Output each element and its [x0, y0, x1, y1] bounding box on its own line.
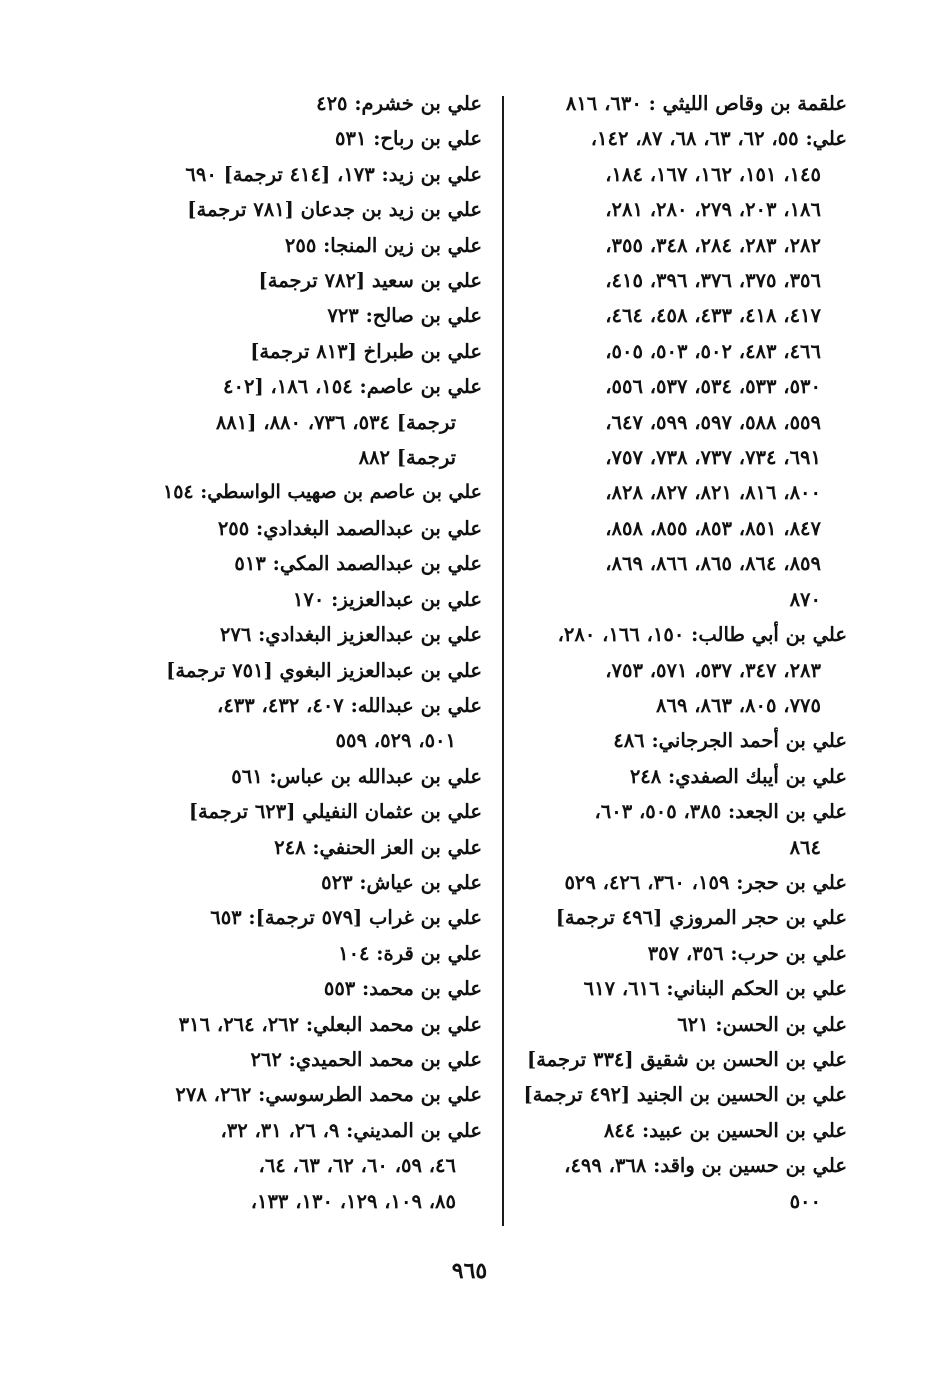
index-line: ٢٨٢، ٢٨٣، ٢٨٤، ٣٤٨، ٣٥٥، [605, 233, 821, 257]
index-line: ٨٥، ١٠٩، ١٢٩، ١٣٠، ١٣٣، [250, 1189, 456, 1213]
column-divider [502, 96, 504, 1226]
index-line: علي بن قرة: ١٠٤ [338, 941, 482, 965]
index-line: علي بن عبدالعزيز البغدادي: ٢٧٦ [219, 623, 482, 647]
index-line: علي بن عبدالله: ٤٠٧، ٤٣٢، ٤٣٣، [217, 693, 482, 717]
index-line: علي بن رباح: ٥٣١ [335, 127, 482, 151]
index-line: علي بن عبدالله بن عباس: ٥٦١ [231, 764, 482, 788]
index-line: علي بن زين المنجا: ٢٥٥ [284, 233, 482, 257]
index-line: علي بن عبدالعزيز البغوي [٧٥١ ترجمة] [166, 658, 482, 682]
index-line: علي بن أبي طالب: ١٥٠، ١٦٦، ٢٨٠، [557, 623, 847, 647]
index-line: ١٤٥، ١٥١، ١٦٢، ١٦٧، ١٨٤، [605, 162, 821, 186]
index-line: ٢٨٣، ٣٤٧، ٥٣٧، ٥٧١، ٧٥٣، [605, 658, 821, 682]
index-line: علي بن عياش: ٥٢٣ [321, 870, 482, 894]
index-line: علي بن محمد الطرسوسي: ٢٦٢، ٢٧٨ [175, 1083, 482, 1107]
index-line: علي بن سعيد [٧٨٢ ترجمة] [258, 269, 482, 293]
index-line: علي بن حسين بن واقد: ٣٦٨، ٤٩٩، [564, 1154, 847, 1178]
index-line: علي بن الجعد: ٣٨٥، ٥٠٥، ٦٠٣، [594, 800, 847, 824]
page-number: ٩٦٥ [451, 1258, 488, 1284]
index-line: علي بن الحسن بن شقيق [٣٣٤ ترجمة] [527, 1047, 847, 1071]
index-line: ٤١٧، ٤١٨، ٤٣٣، ٤٥٨، ٤٦٤، [605, 304, 821, 328]
index-line: علي بن الحسين بن عبيد: ٨٤٤ [603, 1118, 847, 1142]
index-line: ٥٠١، ٥٢٩، ٥٥٩ [335, 729, 456, 753]
index-line: ٤٦٦، ٤٨٣، ٥٠٢، ٥٠٣، ٥٠٥، [605, 339, 821, 363]
index-line: ترجمة] ٨٨٢ [358, 446, 456, 470]
index-line: علي بن زيد بن جدعان [٧٨١ ترجمة] [187, 198, 482, 222]
index-column-left [157, 86, 482, 1219]
index-line: علي بن حجر: ١٥٩، ٣٦٠، ٤٢٦، ٥٢٩ [564, 870, 847, 894]
index-line: علي بن عبدالعزيز: ١٧٠ [292, 587, 482, 611]
index-line: علي بن صالح: ٧٢٣ [327, 304, 482, 328]
index-line: ٤٦، ٥٩، ٦٠، ٦٢، ٦٣، ٦٤، [258, 1154, 456, 1178]
index-line: ٦٩١، ٧٣٤، ٧٣٧، ٧٣٨، ٧٥٧، [605, 446, 821, 470]
index-line: ٨٦٤ [789, 835, 821, 859]
index-line: علي بن حجر المروزي [٤٩٦ ترجمة] [555, 906, 847, 930]
index-line: ٣٥٦، ٣٧٥، ٣٧٦، ٣٩٦، ٤١٥، [605, 269, 821, 293]
index-line: ٨٧٠ [789, 587, 821, 611]
index-line: علي بن عاصم بن صهيب الواسطي: ١٥٤ [163, 481, 482, 504]
index-line: علي بن عبدالصمد البغدادي: ٢٥٥ [217, 516, 482, 540]
index-line: ٥٣٠، ٥٣٣، ٥٣٤، ٥٣٧، ٥٥٦، [605, 375, 821, 399]
index-line: علي بن خشرم: ٤٢٥ [316, 92, 482, 115]
index-line: علقمة بن وقاص الليثي : ٦٣٠، ٨١٦ [565, 92, 847, 115]
index-line: ٥٠٠ [789, 1189, 821, 1213]
index-line: علي بن محمد البعلي: ٢٦٢، ٢٦٤، ٣١٦ [178, 1012, 482, 1036]
index-line: علي بن المديني: ٩، ٢٦، ٣١، ٣٢، [220, 1118, 482, 1142]
index-column-right [522, 86, 847, 1219]
index-line: علي بن أحمد الجرجاني: ٤٨٦ [613, 729, 847, 753]
index-line: علي بن أيبك الصفدي: ٢٤٨ [629, 764, 847, 788]
index-line: علي بن محمد الحميدي: ٢٦٢ [250, 1047, 482, 1071]
index-line: علي بن الحسين بن الجنيد [٤٩٢ ترجمة] [523, 1083, 847, 1107]
index-line: علي بن زيد: ١٧٣، [٤١٤ ترجمة] ٦٩٠ [185, 162, 482, 186]
index-line: علي بن غراب [٥٧٩ ترجمة]: ٦٥٣ [210, 906, 482, 930]
index-line: علي: ٥٥، ٦٢، ٦٣، ٦٨، ٨٧، ١٤٢، [590, 127, 847, 151]
index-line: علي بن عبدالصمد المكي: ٥١٣ [234, 552, 482, 576]
index-line: ٨٤٧، ٨٥١، ٨٥٣، ٨٥٥، ٨٥٨، [605, 516, 821, 540]
index-line: ٥٥٩، ٥٨٨، ٥٩٧، ٥٩٩، ٦٤٧، [605, 410, 821, 434]
index-line: ٨٥٩، ٨٦٤، ٨٦٥، ٨٦٦، ٨٦٩، [605, 552, 821, 576]
index-line: علي بن الحكم البناني: ٦١٦، ٦١٧ [583, 977, 847, 1001]
index-line: علي بن عثمان النفيلي [٦٢٣ ترجمة] [188, 800, 482, 824]
index-line: علي بن العز الحنفي: ٢٤٨ [274, 835, 482, 859]
index-line: ٨٠٠، ٨١٦، ٨٢١، ٨٢٧، ٨٢٨، [605, 481, 821, 505]
index-line: علي بن طبراخ [٨١٣ ترجمة] [250, 339, 482, 363]
index-line: علي بن حرب: ٣٥٦، ٣٥٧ [647, 941, 847, 965]
index-line: ٧٧٥، ٨٠٥، ٨٦٣، ٨٦٩ [656, 693, 821, 717]
index-line: ترجمة] ٥٣٤، ٧٣٦، ٨٨٠، [٨٨١ [215, 410, 456, 434]
index-line: علي بن عاصم: ١٥٤، ١٨٦، [٤٠٢ [223, 375, 482, 399]
index-line: ١٨٦، ٢٠٣، ٢٧٩، ٢٨٠، ٢٨١، [605, 198, 821, 222]
index-line: علي بن الحسن: ٦٢١ [677, 1012, 847, 1036]
index-line: علي بن محمد: ٥٥٣ [323, 977, 482, 1001]
